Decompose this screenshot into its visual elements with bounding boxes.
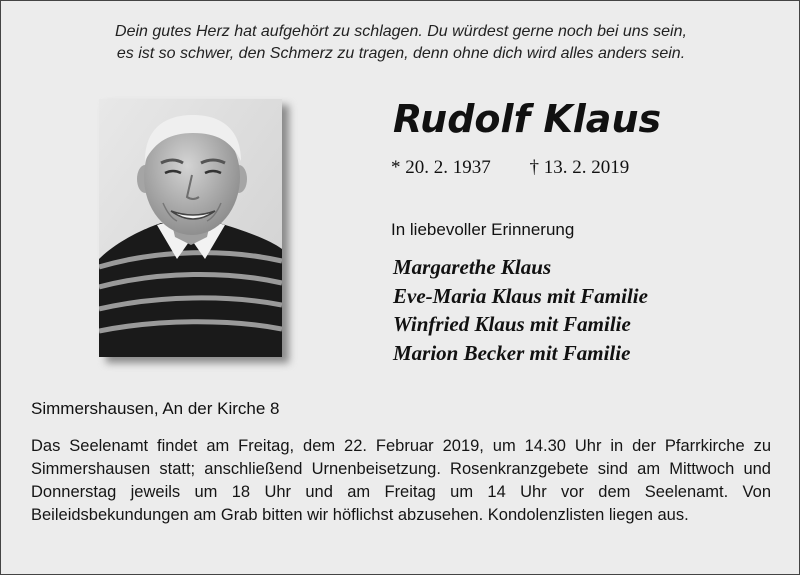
family-address: Simmershausen, An der Kirche 8 <box>31 399 280 418</box>
memory-line: In liebevoller Erinnerung <box>391 220 575 239</box>
death-date: † 13. 2. 2019 <box>529 157 630 178</box>
memorial-poem <box>41 21 761 65</box>
mourners-list <box>393 253 648 367</box>
mourner-name: Winfried Klaus mit Familie <box>393 312 631 336</box>
birth-date: * 20. 2. 1937 <box>391 157 491 178</box>
life-dates <box>391 157 629 179</box>
deceased-name: Rudolf Klaus <box>393 97 662 141</box>
mourner-name: Eve-Maria Klaus mit Familie <box>393 283 648 308</box>
portrait-illustration <box>99 99 282 357</box>
poem-line: es ist so schwer, den Schmerz zu tragen, denn ohne dich wird alles anders sein. <box>116 45 686 62</box>
mourner-name: Marion Becker mit Familie <box>393 340 631 365</box>
funeral-announcement: Das Seelenamt findet am Freitag, dem 22. Februar 2019, um 14.30 Uhr in der Pfarrkirche zu Simmershausen statt; anschließend Urnenbeisetzung. Rosenkranzgebete sind am Mittwoch und Donnerstag jeweils um 18 Uhr und am Freitag um 14 Uhr vor dem Seelenamt. Von Beileidsbekundungen am Grab bitten wir höflichst abzusehen. Kondolenzlisten liegen aus. <box>31 437 771 524</box>
poem-line: Dein gutes Herz hat aufgehört zu schlagen. Du würdest gerne noch bei uns sein, <box>115 23 687 40</box>
portrait-photo <box>99 99 282 357</box>
mourner-name: Margarethe Klaus <box>393 255 552 279</box>
